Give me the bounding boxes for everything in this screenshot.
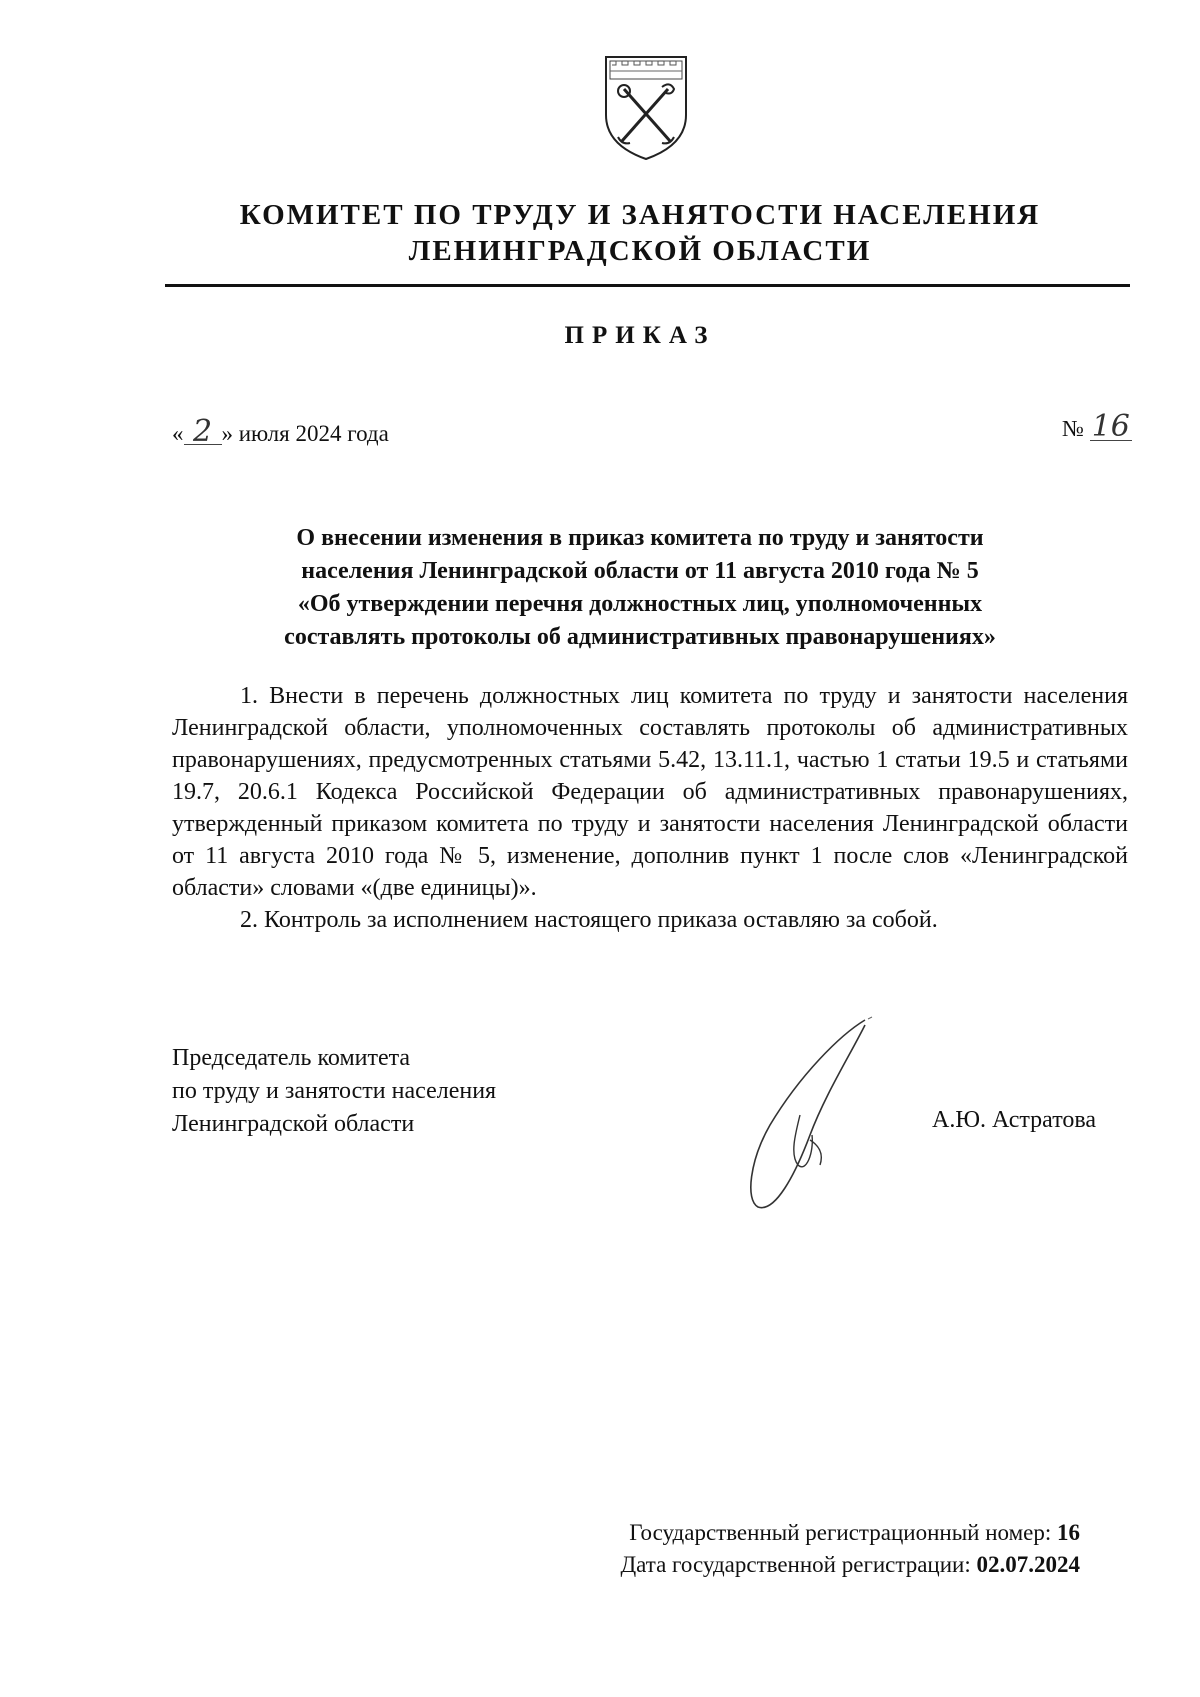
registration-number xyxy=(560,1520,1080,1546)
committee-name-line1: КОМИТЕТ ПО ТРУДУ И ЗАНЯТОСТИ НАСЕЛЕНИЯ xyxy=(239,199,1041,231)
signatory-title-line: Председатель комитета xyxy=(172,1045,411,1071)
order-date xyxy=(172,414,389,449)
heading-line: «Об утверждении перечня должностных лиц, уполномоченных xyxy=(297,591,983,617)
handwritten-signature-icon xyxy=(740,1015,880,1215)
paragraph-1: 1. Внести в перечень должностных лиц комитета по труду и занятости населения Ленинградской области, уполномоченных составлять протоколы об административных правонарушениях, предусмотренных статьями 5.42, 13.11.1, частью 1 статьи 19.5 и статьями 19.7, 20.6.1 Кодекса Российской Федерации об административных правонарушениях, утвержденный приказом комитета по труду и занятости населения Ленинградской области от 11 августа 2010 года № 5, изменение, дополнив пункт 1 после слов «Ленинградской области» словами «(две единицы)». xyxy=(172,683,1128,901)
document-body xyxy=(172,680,1128,936)
signatory-title-line: по труду и занятости населения xyxy=(172,1078,497,1104)
signatory-title xyxy=(172,1042,496,1141)
date-open-quote: « xyxy=(172,421,184,446)
registration-date-value: 02.07.2024 xyxy=(976,1552,1080,1577)
date-rest: » июля 2024 года xyxy=(221,421,389,446)
registration-number-value: 16 xyxy=(1057,1520,1080,1545)
registration-date xyxy=(560,1552,1080,1578)
number-handwritten: 16 xyxy=(1091,409,1130,444)
order-title: ПРИКАЗ xyxy=(564,322,716,349)
number-sign: № xyxy=(1062,416,1084,441)
heading-line: населения Ленинградской области от 11 августа 2010 года № 5 xyxy=(301,558,979,584)
header-divider xyxy=(165,284,1130,287)
signatory-title-line: Ленинградской области xyxy=(172,1111,415,1137)
registration-number-label: Государственный регистрационный номер: xyxy=(629,1520,1057,1545)
committee-name-line2: ЛЕНИНГРАДСКОЙ ОБЛАСТИ xyxy=(408,235,872,267)
order-number xyxy=(1062,409,1132,444)
heading-line: О внесении изменения в приказ комитета по труду и занятости xyxy=(296,525,984,551)
paragraph-2: 2. Контроль за исполнением настоящего приказа оставляю за собой. xyxy=(240,907,938,933)
registration-date-label: Дата государственной регистрации: xyxy=(620,1552,977,1577)
date-day-handwritten: 2 xyxy=(184,420,222,445)
heading-line: составлять протоколы об административных правонарушениях» xyxy=(284,624,996,650)
document-heading xyxy=(205,522,1075,654)
signatory-name: А.Ю. Астратова xyxy=(932,1107,1097,1133)
coat-of-arms-icon xyxy=(600,53,692,163)
